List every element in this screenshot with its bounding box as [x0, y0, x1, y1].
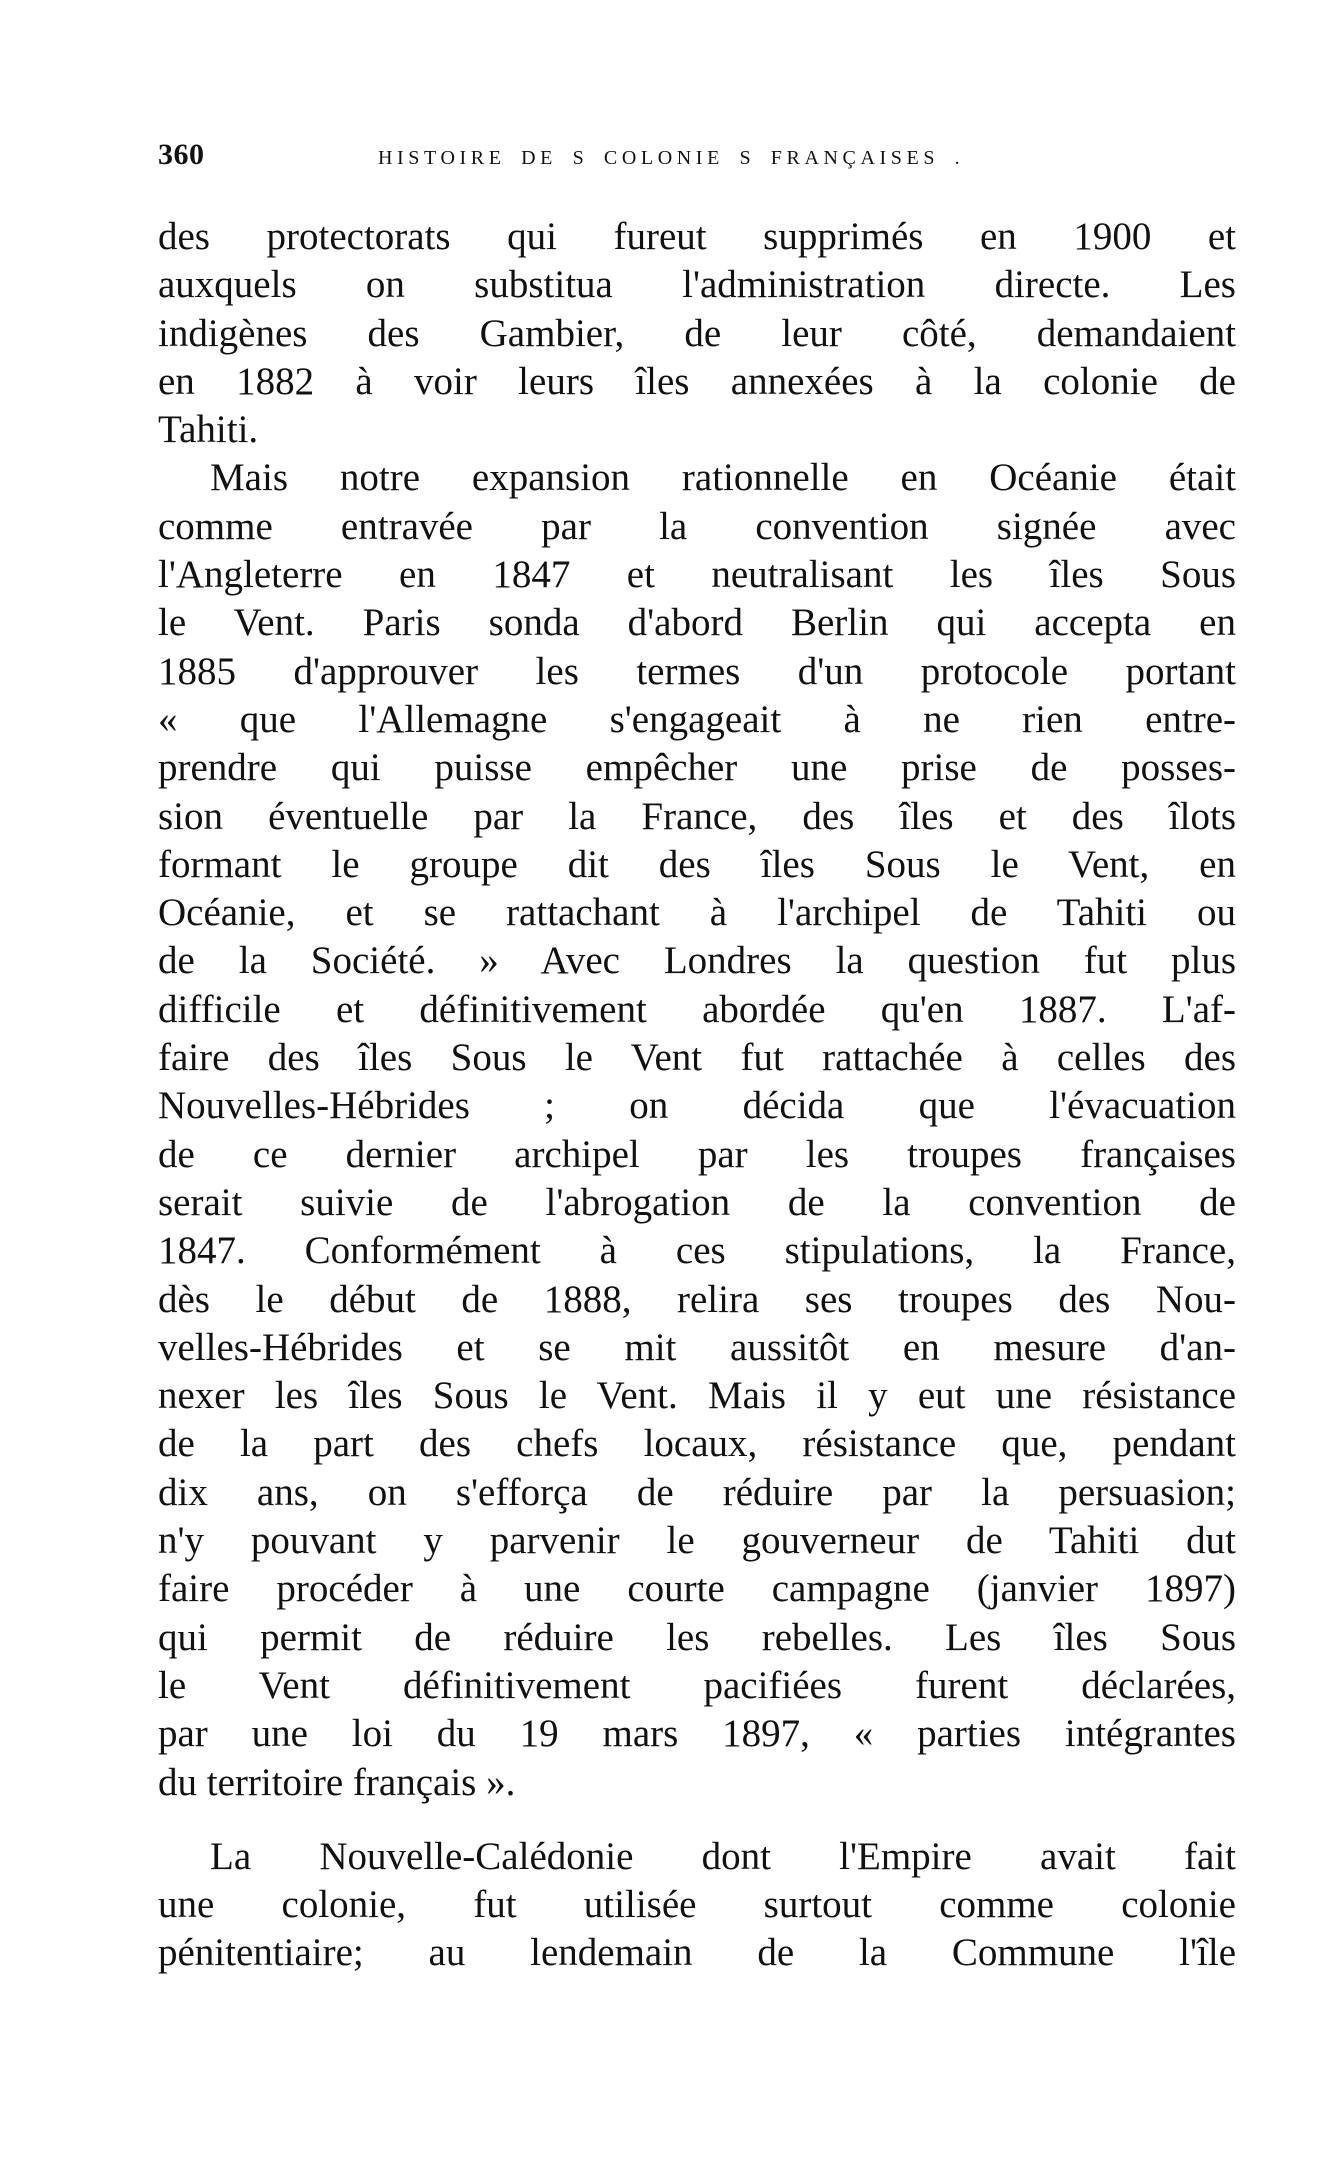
- text-line: dès le début de 1888, relira ses troupes des Nou-: [158, 1277, 1236, 1321]
- text-line: faire des îles Sous le Vent fut rattachée à celles des: [158, 1036, 1236, 1080]
- text-line: pénitentiaire; au lendemain de la Commune l'île: [158, 1931, 1236, 1975]
- text-line: prendre qui puisse empêcher une prise de posses-: [158, 746, 1236, 790]
- text-line: le Vent définitivement pacifiées furent déclarées,: [158, 1663, 1236, 1707]
- text-line: du territoire français ».: [158, 1760, 516, 1804]
- text-line: « que l'Allemagne s'engageait à ne rien entre-: [158, 697, 1236, 741]
- text-line: de ce dernier archipel par les troupes françaises: [158, 1132, 1236, 1176]
- text-line: dix ans, on s'efforça de réduire par la persuasion;: [158, 1470, 1236, 1514]
- text-line: indigènes des Gambier, de leur côté, demandaient: [158, 311, 1236, 355]
- text-line: Océanie, et se rattachant à l'archipel de Tahiti ou: [158, 891, 1236, 935]
- text-line: une colonie, fut utilisée surtout comme colonie: [158, 1883, 1236, 1927]
- text-line: 1885 d'approuver les termes d'un protocole portant: [158, 649, 1236, 693]
- text-line: de la part des chefs locaux, résistance que, pendant: [158, 1422, 1236, 1466]
- page-header: [158, 138, 1238, 178]
- text-line: velles-Hébrides et se mit aussitôt en mesure d'an-: [158, 1325, 1236, 1369]
- paragraph-2: [158, 454, 1236, 1806]
- text-line: qui permit de réduire les rebelles. Les îles Sous: [158, 1615, 1236, 1659]
- text-line: serait suivie de l'abrogation de la convention de: [158, 1180, 1236, 1224]
- body-text: [158, 213, 1236, 1978]
- text-line: La Nouvelle-Calédonie dont l'Empire avait fait: [210, 1834, 1236, 1878]
- text-line: faire procéder à une courte campagne (janvier 1897): [158, 1567, 1236, 1611]
- text-line: le Vent. Paris sonda d'abord Berlin qui accepta en: [158, 601, 1236, 645]
- text-line: de la Société. » Avec Londres la question fut plus: [158, 939, 1236, 983]
- text-line: Nouvelles-Hébrides ; on décida que l'évacuation: [158, 1084, 1236, 1128]
- text-line: par une loi du 19 mars 1897, « parties intégrantes: [158, 1712, 1236, 1756]
- text-line: 1847. Conformément à ces stipulations, la France,: [158, 1229, 1236, 1273]
- text-line: des protectorats qui fureut supprimés en 1900 et: [158, 215, 1236, 258]
- text-line: sion éventuelle par la France, des îles et des îlots: [158, 794, 1236, 838]
- text-line: formant le groupe dit des îles Sous le Vent, en: [158, 842, 1236, 886]
- text-line: Mais notre expansion rationnelle en Océanie était: [210, 456, 1236, 500]
- page-number: 360: [158, 138, 205, 171]
- text-line: Tahiti.: [158, 408, 259, 452]
- text-line: l'Angleterre en 1847 et neutralisant les îles Sous: [158, 553, 1236, 597]
- running-title: HISTOIRE DE S COLONIE S FRANÇAISES .: [378, 147, 965, 169]
- paragraph-spacer: [158, 1807, 1236, 1833]
- text-line: nexer les îles Sous le Vent. Mais il y eut une résistance: [158, 1374, 1236, 1418]
- text-line: n'y pouvant y parvenir le gouverneur de Tahiti dut: [158, 1519, 1236, 1563]
- text-line: auxquels on substitua l'administration directe. Les: [158, 263, 1236, 307]
- text-line: comme entravée par la convention signée avec: [158, 504, 1236, 548]
- paragraph-1: [158, 213, 1236, 454]
- paragraph-3: [158, 1833, 1236, 1978]
- text-line: difficile et définitivement abordée qu'en 1887. L'af-: [158, 987, 1236, 1031]
- text-line: en 1882 à voir leurs îles annexées à la colonie de: [158, 359, 1236, 403]
